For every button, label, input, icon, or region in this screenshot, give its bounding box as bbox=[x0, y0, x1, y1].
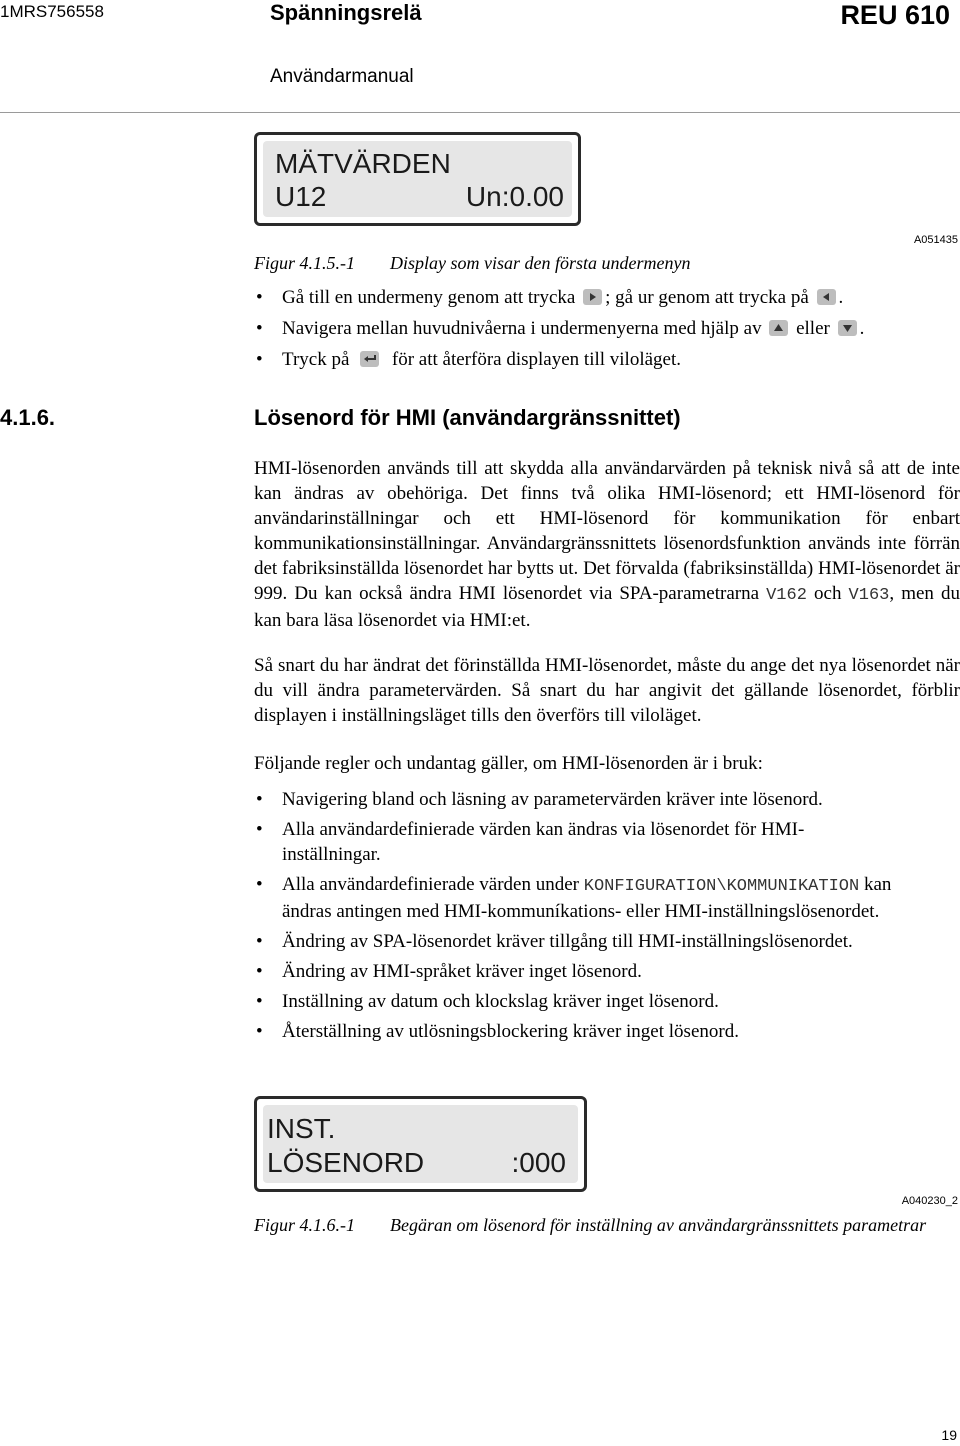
bullet-icon: • bbox=[256, 318, 263, 339]
list-item-text: Tryck på bbox=[282, 349, 350, 370]
list-item-text: Inställning av datum och klockslag kräver inget lösenord. bbox=[282, 991, 719, 1012]
list-item bbox=[256, 989, 960, 1014]
list-item bbox=[256, 347, 960, 372]
lcd-screen bbox=[263, 141, 572, 217]
arrow-up-key-icon bbox=[769, 320, 788, 336]
paragraph-text: och bbox=[806, 583, 849, 604]
figure-caption-number: Figur 4.1.6.-1 bbox=[254, 1215, 355, 1235]
list-item bbox=[256, 872, 942, 924]
figure-caption bbox=[254, 253, 954, 277]
list-item bbox=[256, 787, 960, 812]
section-number: 4.1.6. bbox=[0, 405, 56, 430]
list-item bbox=[256, 959, 960, 984]
list-item-text: för att återföra displayen till viloläget. bbox=[391, 349, 682, 370]
lcd-line-2-right: :000 bbox=[511, 1147, 566, 1178]
lcd-display-figure-2 bbox=[254, 1096, 587, 1192]
list-item bbox=[256, 817, 902, 867]
lcd-line-2-left: LÖSENORD bbox=[267, 1147, 425, 1178]
bullet-icon: • bbox=[256, 874, 263, 895]
figure-caption-text: Begäran om lösenord för inställning av användargränssnittets parametrar bbox=[390, 1215, 927, 1235]
lcd-screen bbox=[263, 1105, 578, 1183]
paragraph bbox=[254, 456, 960, 633]
page-number: 19 bbox=[941, 1427, 957, 1443]
figure-code: A051435 bbox=[913, 234, 958, 246]
paragraph-text: HMI-lösenorden används till att skydda alla användarvärden på teknisk nivå så att de inte kan ändras av obehöriga. Det finns två olika HMI-lösenord; ett HMI-lösenord för användarinställningar och ett HMI-lösenord för kommunikation för enbart kommunikationsinställningar. Användargränssnittets lösenordsfunktion används inte förrän det fabriksinställda lösenordet har bytts ut. Det förvalda (fabriksinställda) HMI-lösenordet är 999. Du kan också ändra HMI lösenordet via SPA-parametrarna bbox=[254, 458, 960, 604]
list-item bbox=[256, 285, 960, 310]
list-item bbox=[256, 316, 960, 341]
rules-bullets bbox=[256, 787, 960, 1044]
list-item bbox=[256, 929, 960, 954]
section-heading: Lösenord för HMI (användargränssnittet) bbox=[254, 405, 681, 430]
list-item bbox=[256, 1019, 960, 1044]
paragraph: Följande regler och undantag gäller, om HMI-lösenorden är i bruk: bbox=[254, 753, 763, 774]
bullet-icon: • bbox=[256, 287, 263, 308]
arrow-left-key-icon bbox=[817, 289, 836, 305]
bullet-icon: • bbox=[256, 991, 263, 1012]
bullet-icon: • bbox=[256, 931, 263, 952]
figure-code: A040230_2 bbox=[901, 1195, 958, 1207]
list-item-text: Återställning av utlösningsblockering kräver inget lösenord. bbox=[282, 1021, 739, 1042]
parameter-code: V162 bbox=[766, 586, 807, 605]
list-item-text: ; gå ur genom att trycka på bbox=[605, 287, 809, 308]
list-item-text: kan ändras antingen med HMI-kommuníkations- eller HMI-inställningslösenordet. bbox=[282, 874, 892, 922]
bullet-icon: • bbox=[256, 789, 263, 810]
list-item-text: Ändring av SPA-lösenordet kräver tillgång till HMI-inställningslösenordet. bbox=[282, 931, 853, 952]
figure-caption-text: Display som visar den första undermenyn bbox=[390, 253, 691, 273]
figure-caption bbox=[254, 1215, 960, 1239]
list-item-text: Navigera mellan huvudnivåerna i undermenyerna med hjälp av bbox=[282, 318, 762, 339]
list-item-text: eller bbox=[796, 318, 830, 339]
document-id: 1MRS756558 bbox=[0, 2, 104, 21]
product-name: REU 610 bbox=[840, 0, 950, 30]
lcd-line-2-right: Un:0.00 bbox=[465, 181, 564, 212]
enter-key-icon bbox=[360, 351, 379, 367]
lcd-line-1: MÄTVÄRDEN bbox=[275, 148, 451, 179]
lcd-line-1: INST. bbox=[267, 1113, 336, 1144]
menu-path-code: KONFIGURATION\KOMMUNIKATION bbox=[583, 877, 860, 896]
arrow-right-key-icon bbox=[583, 289, 602, 305]
document-title: Spänningsrelä bbox=[270, 0, 422, 25]
paragraph: Så snart du har ändrat det förinställda HMI-lösenordet, måste du ange det nya lösenordet när du vill ändra parametervärden. Så snart du har angivit det gällande lösenordet, förblir displayen i inställningsläget tills den överförs till viloläget. bbox=[254, 655, 960, 726]
navigation-bullets bbox=[256, 285, 960, 372]
list-item-text: Navigering bland och läsning av parametervärden kräver inte lösenord. bbox=[282, 789, 823, 810]
list-item-text: Alla användardefinierade värden kan ändras via lösenordet för HMI-inställningar. bbox=[282, 819, 805, 865]
bullet-icon: • bbox=[256, 349, 263, 370]
list-item-text: . bbox=[859, 318, 865, 339]
list-item-text: . bbox=[838, 287, 844, 308]
list-item-text: Gå till en undermeny genom att trycka bbox=[282, 287, 576, 308]
parameter-code: V163 bbox=[848, 586, 890, 605]
paragraph-text: , men du kan bara läsa lösenordet via HMI:et. bbox=[254, 583, 960, 631]
lcd-display-figure-1 bbox=[254, 132, 581, 226]
bullet-icon: • bbox=[256, 1021, 263, 1042]
arrow-down-key-icon bbox=[838, 320, 857, 336]
list-item-text: Ändring av HMI-språket kräver inget lösenord. bbox=[282, 961, 642, 982]
figure-caption-number: Figur 4.1.5.-1 bbox=[254, 253, 355, 273]
header-divider bbox=[0, 112, 960, 113]
manual-type: Användarmanual bbox=[270, 66, 414, 87]
bullet-icon: • bbox=[256, 961, 263, 982]
list-item-text: Alla användardefinierade värden under bbox=[282, 874, 584, 895]
bullet-icon: • bbox=[256, 819, 263, 840]
lcd-line-2-left: U12 bbox=[275, 181, 327, 212]
